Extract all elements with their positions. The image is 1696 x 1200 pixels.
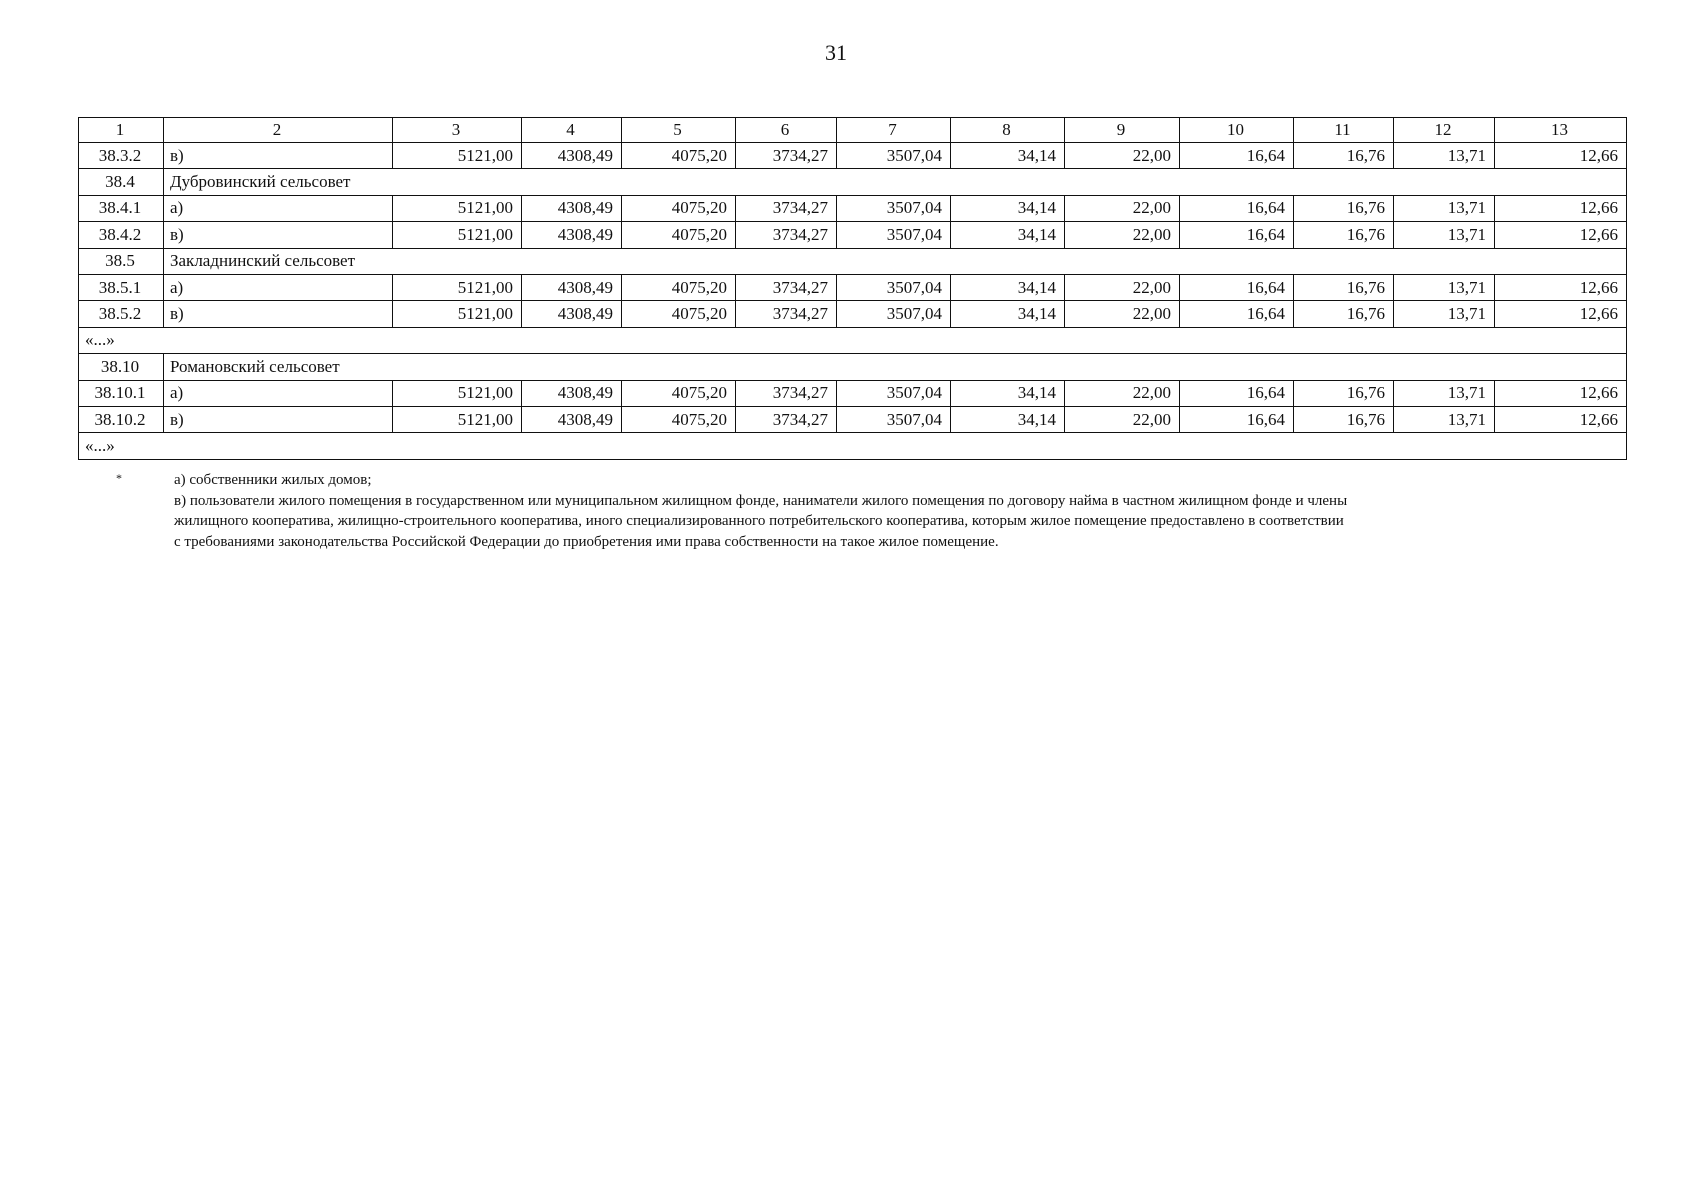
footnote-mark: *: [116, 471, 122, 485]
column-number-header: 8: [951, 118, 1065, 143]
footnote-line: а) собственники жилых домов;: [174, 472, 372, 488]
tariff-value-cell: 16,76: [1294, 406, 1394, 432]
column-number-header: 5: [622, 118, 736, 143]
table-header-row: [79, 118, 1627, 143]
footnote: [116, 470, 1606, 552]
tariff-value-cell: 34,14: [951, 301, 1065, 327]
tariff-value-cell: 16,64: [1180, 222, 1294, 248]
table-row: [79, 195, 1627, 221]
column-number-header: 3: [393, 118, 522, 143]
tariff-value-cell: 16,64: [1180, 274, 1294, 300]
tariff-value-cell: 5121,00: [393, 380, 522, 406]
tariff-value-cell: 13,71: [1394, 274, 1495, 300]
tariff-value-cell: 16,64: [1180, 406, 1294, 432]
tariff-value-cell: 12,66: [1495, 274, 1627, 300]
tariff-value-cell: 3507,04: [837, 274, 951, 300]
tariff-value-cell: 16,76: [1294, 274, 1394, 300]
row-code-cell: 38.3.2: [79, 143, 164, 169]
tariff-value-cell: 4308,49: [522, 222, 622, 248]
row-code-cell: 38.5.1: [79, 274, 164, 300]
tariff-value-cell: 34,14: [951, 222, 1065, 248]
tariff-value-cell: 16,64: [1180, 143, 1294, 169]
tariff-value-cell: 22,00: [1065, 274, 1180, 300]
tariff-value-cell: 22,00: [1065, 143, 1180, 169]
section-row: [79, 169, 1627, 195]
page-number: 31: [825, 40, 847, 65]
omission-marker: «...»: [79, 327, 1627, 353]
tariff-value-cell: 3507,04: [837, 195, 951, 221]
column-number-header: 9: [1065, 118, 1180, 143]
tariff-value-cell: 22,00: [1065, 301, 1180, 327]
ellipsis-row: [79, 327, 1627, 353]
tariff-value-cell: 4075,20: [622, 143, 736, 169]
tariff-value-cell: 34,14: [951, 143, 1065, 169]
tariff-value-cell: 34,14: [951, 406, 1065, 432]
tariff-value-cell: 12,66: [1495, 195, 1627, 221]
footnote-line: в) пользователи жилого помещения в государственном или муниципальном жилищном фонде, наниматели жилого помещения по договору найма в частном жилищном фонде и члены: [174, 492, 1348, 509]
row-code-cell: 38.10.2: [79, 406, 164, 432]
tariff-value-cell: 4308,49: [522, 143, 622, 169]
column-number-header: 12: [1394, 118, 1495, 143]
tariff-value-cell: 12,66: [1495, 380, 1627, 406]
section-code-cell: 38.5: [79, 248, 164, 274]
tariff-value-cell: 13,71: [1394, 406, 1495, 432]
tariff-value-cell: 4075,20: [622, 195, 736, 221]
tariff-value-cell: 16,76: [1294, 301, 1394, 327]
tariff-value-cell: 34,14: [951, 274, 1065, 300]
category-cell: в): [164, 143, 393, 169]
table-row: [79, 222, 1627, 248]
tariff-value-cell: 3734,27: [736, 222, 837, 248]
tariff-value-cell: 13,71: [1394, 301, 1495, 327]
column-number-header: 1: [79, 118, 164, 143]
table-row: [79, 380, 1627, 406]
row-code-cell: 38.10.1: [79, 380, 164, 406]
column-number-header: 10: [1180, 118, 1294, 143]
tariff-value-cell: 3734,27: [736, 406, 837, 432]
tariff-value-cell: 3734,27: [736, 143, 837, 169]
ellipsis-row: [79, 433, 1627, 459]
category-cell: в): [164, 406, 393, 432]
column-number-header: 6: [736, 118, 837, 143]
category-cell: а): [164, 274, 393, 300]
tariff-value-cell: 16,64: [1180, 380, 1294, 406]
tariff-value-cell: 3507,04: [837, 406, 951, 432]
tariff-value-cell: 4308,49: [522, 301, 622, 327]
category-cell: в): [164, 222, 393, 248]
tariff-value-cell: 16,76: [1294, 143, 1394, 169]
tariff-value-cell: 22,00: [1065, 406, 1180, 432]
tariff-value-cell: 5121,00: [393, 406, 522, 432]
tariff-value-cell: 4308,49: [522, 406, 622, 432]
tariff-value-cell: 3734,27: [736, 380, 837, 406]
tariff-value-cell: 5121,00: [393, 301, 522, 327]
table-row: [79, 301, 1627, 327]
tariff-value-cell: 5121,00: [393, 274, 522, 300]
column-number-header: 11: [1294, 118, 1394, 143]
omission-marker: «...»: [79, 433, 1627, 459]
tariff-value-cell: 3507,04: [837, 222, 951, 248]
column-number-header: 2: [164, 118, 393, 143]
tariff-value-cell: 13,71: [1394, 143, 1495, 169]
tariff-value-cell: 3507,04: [837, 301, 951, 327]
section-row: [79, 248, 1627, 274]
column-number-header: 4: [522, 118, 622, 143]
tariff-value-cell: 5121,00: [393, 195, 522, 221]
tariff-value-cell: 4075,20: [622, 301, 736, 327]
tariff-value-cell: 3734,27: [736, 195, 837, 221]
tariff-value-cell: 4075,20: [622, 380, 736, 406]
column-number-header: 7: [837, 118, 951, 143]
column-number-header: 13: [1495, 118, 1627, 143]
tariff-value-cell: 4075,20: [622, 406, 736, 432]
tariff-value-cell: 22,00: [1065, 222, 1180, 248]
table-row: [79, 274, 1627, 300]
tariff-value-cell: 4308,49: [522, 380, 622, 406]
row-code-cell: 38.4.1: [79, 195, 164, 221]
tariff-value-cell: 12,66: [1495, 301, 1627, 327]
tariff-value-cell: 16,76: [1294, 380, 1394, 406]
tariff-value-cell: 16,76: [1294, 195, 1394, 221]
table-row: [79, 406, 1627, 432]
tariff-value-cell: 16,76: [1294, 222, 1394, 248]
section-name-cell: Дубровинский сельсовет: [164, 169, 1627, 195]
table-row: [79, 143, 1627, 169]
tariff-value-cell: 5121,00: [393, 222, 522, 248]
section-row: [79, 354, 1627, 380]
tariff-value-cell: 5121,00: [393, 143, 522, 169]
tariff-value-cell: 4075,20: [622, 274, 736, 300]
tariff-value-cell: 12,66: [1495, 222, 1627, 248]
category-cell: а): [164, 380, 393, 406]
tariff-value-cell: 22,00: [1065, 195, 1180, 221]
tariff-value-cell: 16,64: [1180, 195, 1294, 221]
tariff-value-cell: 3507,04: [837, 143, 951, 169]
footnote-line: жилищного кооператива, жилищно-строительного кооператива, иного специализированного потребительского кооператива, которым жилое помещение предоставлено в соответствии: [174, 513, 1344, 529]
tariff-value-cell: 34,14: [951, 380, 1065, 406]
tariff-value-cell: 22,00: [1065, 380, 1180, 406]
section-code-cell: 38.4: [79, 169, 164, 195]
tariff-value-cell: 34,14: [951, 195, 1065, 221]
category-cell: в): [164, 301, 393, 327]
tariff-table: [78, 117, 1627, 460]
tariff-value-cell: 3734,27: [736, 301, 837, 327]
category-cell: а): [164, 195, 393, 221]
section-name-cell: Закладнинский сельсовет: [164, 248, 1627, 274]
tariff-value-cell: 16,64: [1180, 301, 1294, 327]
tariff-value-cell: 12,66: [1495, 406, 1627, 432]
footnote-line: с требованиями законодательства Российской Федерации до приобретения ими права собственности на такое жилое помещение.: [174, 533, 999, 550]
tariff-value-cell: 13,71: [1394, 195, 1495, 221]
tariff-value-cell: 4308,49: [522, 195, 622, 221]
tariff-value-cell: 13,71: [1394, 222, 1495, 248]
tariff-value-cell: 13,71: [1394, 380, 1495, 406]
tariff-value-cell: 4308,49: [522, 274, 622, 300]
tariff-value-cell: 4075,20: [622, 222, 736, 248]
section-name-cell: Романовский сельсовет: [164, 354, 1627, 380]
section-code-cell: 38.10: [79, 354, 164, 380]
tariff-value-cell: 12,66: [1495, 143, 1627, 169]
row-code-cell: 38.4.2: [79, 222, 164, 248]
row-code-cell: 38.5.2: [79, 301, 164, 327]
tariff-value-cell: 3507,04: [837, 380, 951, 406]
tariff-value-cell: 3734,27: [736, 274, 837, 300]
